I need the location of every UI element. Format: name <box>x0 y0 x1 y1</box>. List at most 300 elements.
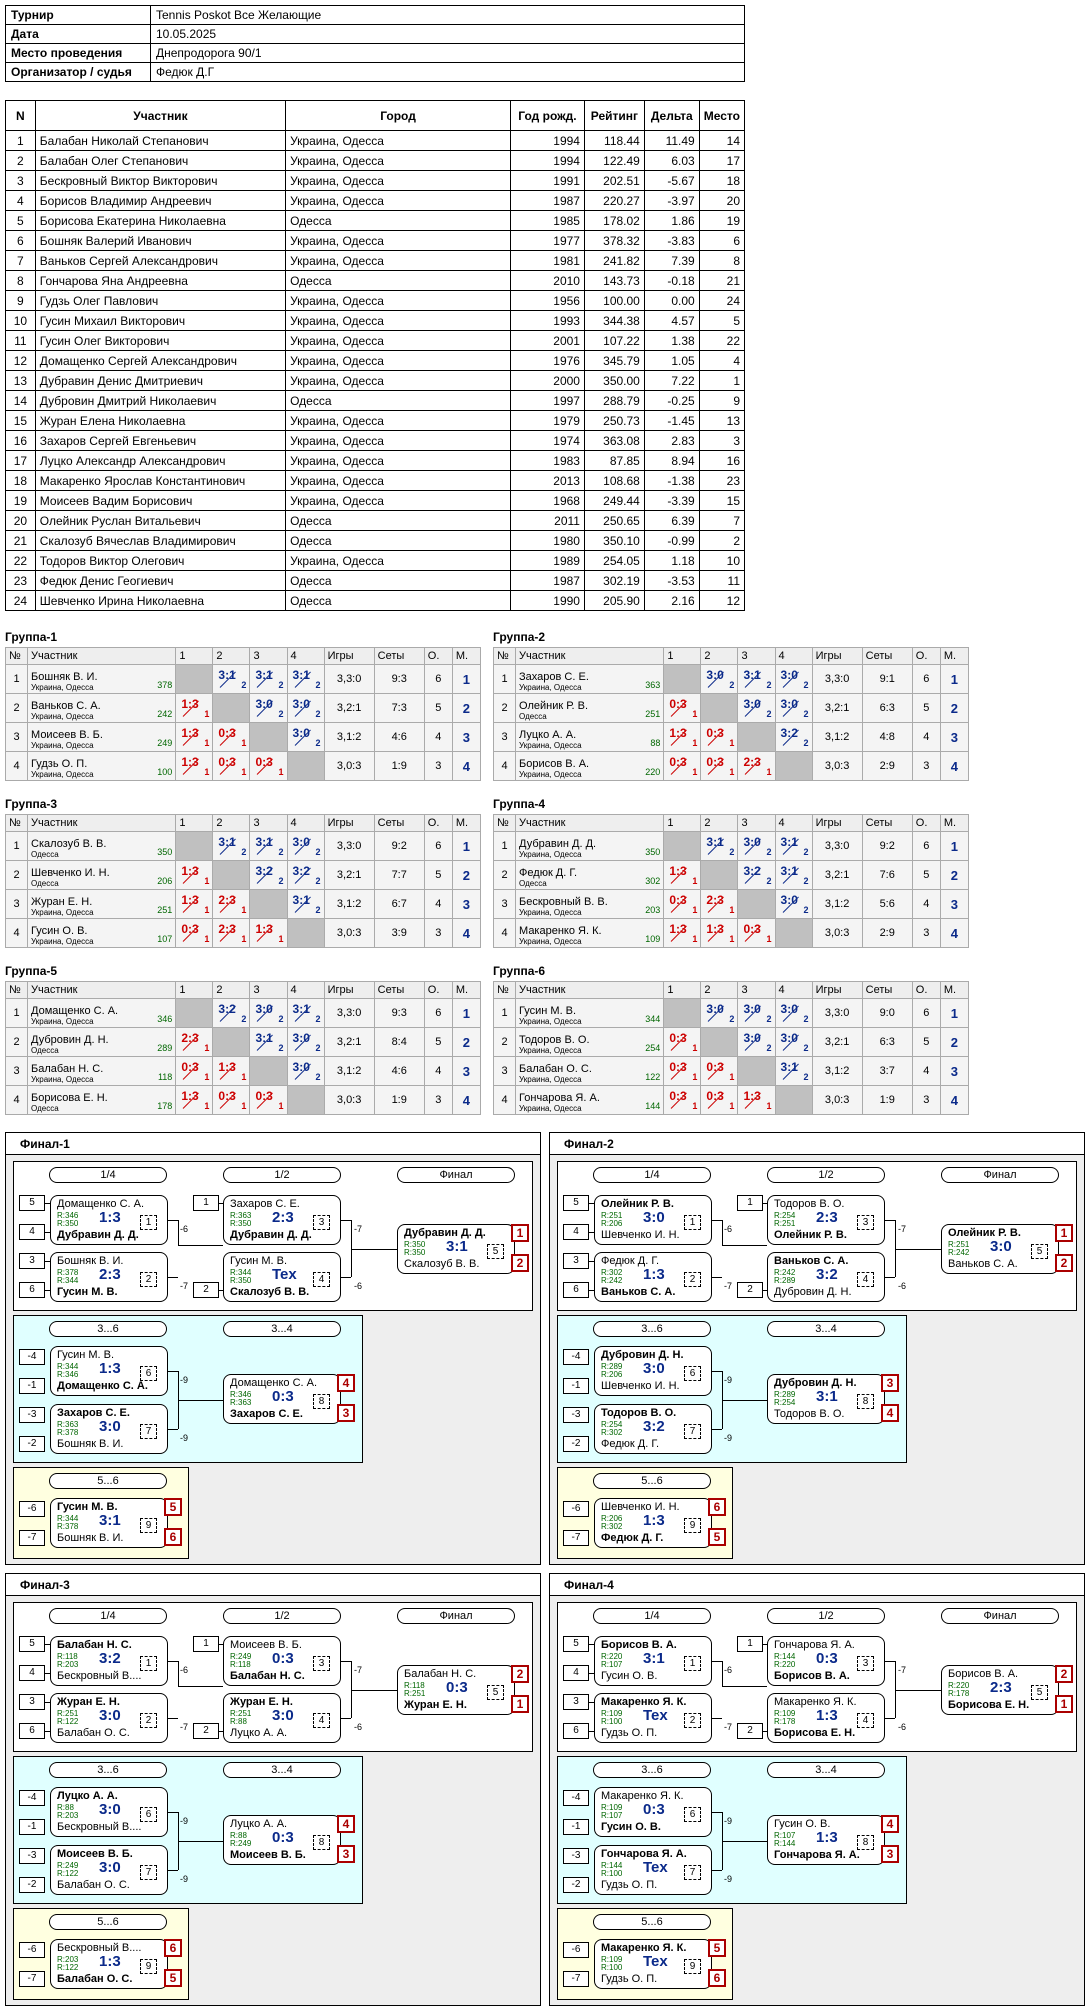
rating-top: R:378 <box>57 1268 79 1277</box>
group-score-cell <box>701 1057 738 1086</box>
place-value: 4 <box>462 758 471 774</box>
participant-cell: Украина, Одесса <box>286 131 511 151</box>
loser-target: -9 <box>724 1816 733 1826</box>
bracket-line <box>341 1220 351 1221</box>
match-player-bottom: Захаров С. Е. <box>230 1408 303 1420</box>
match-player-bottom: Гусин О. В. <box>601 1670 658 1682</box>
match-score <box>779 695 809 719</box>
final-place: 4 <box>881 1404 899 1422</box>
group-player-city: Украина, Одесса <box>519 770 582 779</box>
score-value: 0:3 <box>255 1088 273 1103</box>
match-score <box>779 1058 809 1082</box>
match-number: 1 <box>684 1215 701 1230</box>
group-score-cell <box>701 999 738 1028</box>
group-score-cell <box>701 694 738 723</box>
group-player-cell <box>516 861 664 890</box>
group-place <box>452 665 480 694</box>
participant-cell: 4.57 <box>644 311 699 331</box>
round-label: 1/2 <box>767 1608 885 1624</box>
participant-cell: 1987 <box>510 571 584 591</box>
group-player-name: Борисов В. А. <box>519 758 590 770</box>
match-player-bottom: Бескровный В.... <box>57 1821 142 1833</box>
group-score-cell <box>250 861 287 890</box>
group-column-header: Сеты <box>374 648 424 665</box>
participant-cell: Украина, Одесса <box>286 491 511 511</box>
match-number: 2 <box>140 1272 157 1287</box>
participant-row <box>6 231 745 251</box>
participant-cell: 0.00 <box>644 291 699 311</box>
match-ratings <box>230 1212 251 1228</box>
place-value: 3 <box>950 729 959 745</box>
round-label: Финал <box>397 1167 515 1183</box>
loser-target: -7 <box>354 1224 363 1234</box>
participant-cell: 24 <box>6 591 36 611</box>
group-table <box>493 647 969 781</box>
match-result: 3:0 <box>272 1707 294 1724</box>
participants-table <box>5 100 745 611</box>
bracket-line <box>45 1673 50 1674</box>
main-bracket <box>557 1602 1077 1752</box>
score-points: 1 <box>692 1071 698 1082</box>
group-player-rating: 350 <box>645 847 661 857</box>
group-games: 3,3:0 <box>324 665 374 694</box>
match-ratings <box>57 1421 78 1437</box>
match-box <box>594 1252 712 1302</box>
score-points: 1 <box>766 766 772 777</box>
rating-bottom: R:302 <box>601 1522 623 1531</box>
score-value: 3:0 <box>743 1001 761 1016</box>
loser-target: -7 <box>898 1224 907 1234</box>
fifth-place-bracket <box>557 1908 733 2000</box>
group-player-rating: 178 <box>157 1101 173 1111</box>
main-bracket <box>13 1602 533 1752</box>
group-score-cell <box>176 890 213 919</box>
participant-cell: 1991 <box>510 171 584 191</box>
group-score-cell <box>738 890 775 919</box>
seed-number: 5 <box>563 1636 589 1652</box>
match-number: 4 <box>857 1272 874 1287</box>
place-value: 4 <box>462 925 471 941</box>
participant-cell: Федюк Денис Геогиевич <box>35 571 285 591</box>
seed-number: -2 <box>563 1877 589 1893</box>
group-row-number: 4 <box>494 919 516 948</box>
group-score-cell <box>664 890 701 919</box>
score-points: 2 <box>315 1071 321 1082</box>
group-player-name: Гудзь О. П. <box>31 758 88 770</box>
group-player-rating: 251 <box>157 905 173 915</box>
match-box <box>223 1374 341 1424</box>
group-score-cell <box>250 1086 287 1115</box>
participant-cell: Украина, Одесса <box>286 151 511 171</box>
round-label: 3...4 <box>767 1762 885 1778</box>
group-title: Группа-2 <box>493 630 546 644</box>
group-column-header: 3 <box>738 648 775 665</box>
group-place <box>452 890 480 919</box>
participant-cell: Украина, Одесса <box>286 351 511 371</box>
match-box <box>50 1939 168 1989</box>
match-ratings <box>57 1804 78 1820</box>
bracket-line <box>589 1232 594 1233</box>
bracket-line <box>341 1661 351 1662</box>
group-row <box>494 665 969 694</box>
match-box <box>767 1636 885 1686</box>
rating-top: R:363 <box>57 1420 79 1429</box>
match-box <box>223 1815 341 1865</box>
match-ratings <box>230 1391 251 1407</box>
match-score <box>179 1058 209 1082</box>
match-result: 1:3 <box>99 1360 121 1377</box>
loser-target: -6 <box>898 1722 907 1732</box>
rating-bottom: R:203 <box>57 1811 79 1820</box>
participant-cell: Одесса <box>286 591 511 611</box>
group-row-number: 2 <box>494 1028 516 1057</box>
group-score-cell <box>250 1057 287 1086</box>
participant-cell: Одесса <box>286 391 511 411</box>
participant-cell: 107.22 <box>584 331 644 351</box>
participant-cell: 16 <box>699 451 744 471</box>
score-value: 1:3 <box>181 1088 199 1103</box>
group-player-rating: 220 <box>645 767 661 777</box>
score-points: 1 <box>692 708 698 719</box>
score-value: 3:0 <box>706 667 724 682</box>
bracket-line <box>168 1429 178 1430</box>
bracket-line <box>168 1870 178 1871</box>
participant-cell: 87.85 <box>584 451 644 471</box>
participant-row <box>6 151 745 171</box>
score-value: 0:3 <box>669 754 687 769</box>
score-points: 1 <box>692 1100 698 1111</box>
group-player-rating: 344 <box>645 1014 661 1024</box>
group-row <box>6 1028 481 1057</box>
group-column-header: № <box>6 815 28 832</box>
bracket-line <box>178 1661 179 1686</box>
group-player-name: Дубравин Д. Д. <box>519 838 597 850</box>
rating-bottom: R:350 <box>57 1219 79 1228</box>
group-score-cell <box>176 723 213 752</box>
seed-number: -7 <box>563 1530 589 1546</box>
seed-number: -1 <box>19 1819 45 1835</box>
group-place <box>452 919 480 948</box>
participant-cell: 2010 <box>510 271 584 291</box>
rating-bottom: R:350 <box>230 1276 252 1285</box>
participant-cell: Украина, Одесса <box>286 331 511 351</box>
group-row <box>6 861 481 890</box>
match-box <box>50 1845 168 1895</box>
group-points: 4 <box>912 1057 940 1086</box>
rating-top: R:109 <box>601 1803 623 1812</box>
group-column-header: 1 <box>176 815 213 832</box>
match-player-bottom: Луцко А. А. <box>230 1727 288 1739</box>
group-player-cell <box>516 919 664 948</box>
match-ratings <box>404 1241 425 1257</box>
match-box <box>594 1845 712 1895</box>
loser-target: -6 <box>724 1224 733 1234</box>
group-place <box>940 832 968 861</box>
group-score-cell <box>775 919 812 948</box>
group-player-cell <box>28 694 176 723</box>
participant-cell: 122.49 <box>584 151 644 171</box>
match-ratings <box>948 1682 969 1698</box>
participant-cell: 17 <box>6 451 36 471</box>
round-label: 1/4 <box>49 1608 167 1624</box>
info-key: Организатор / судья <box>6 63 151 82</box>
match-player-top: Домащенко С. А. <box>57 1198 145 1210</box>
score-points: 1 <box>278 933 284 944</box>
place-value: 4 <box>950 1092 959 1108</box>
column-header: Дельта <box>644 101 699 131</box>
rating-top: R:220 <box>948 1681 970 1690</box>
match-score <box>253 695 283 719</box>
group-column-header: № <box>6 648 28 665</box>
group-score-cell <box>287 665 324 694</box>
group-score-cell <box>213 832 250 861</box>
bracket-line <box>168 1812 178 1813</box>
rating-top: R:109 <box>774 1709 796 1718</box>
match-player-bottom: Гудзь О. П. <box>601 1973 658 1985</box>
group-games: 3,0:3 <box>812 752 862 781</box>
bracket-line <box>168 1277 178 1278</box>
participant-row <box>6 371 745 391</box>
participant-cell: 14 <box>6 391 36 411</box>
seed-number: 5 <box>563 1195 589 1211</box>
match-number: 6 <box>684 1807 701 1822</box>
round-label: 3...4 <box>223 1762 341 1778</box>
score-points: 1 <box>692 875 698 886</box>
group-score-cell <box>250 723 287 752</box>
group-title: Группа-6 <box>493 964 546 978</box>
score-points: 2 <box>729 679 735 690</box>
group-player-cell <box>28 665 176 694</box>
match-player-top: Дубровин Д. Н. <box>601 1349 684 1361</box>
participant-cell: -5.67 <box>644 171 699 191</box>
group-place <box>940 1057 968 1086</box>
match-player-top: Макаренко Я. К. <box>774 1696 857 1708</box>
score-points: 1 <box>278 1100 284 1111</box>
final-place: 6 <box>164 1939 182 1957</box>
rating-bottom: R:378 <box>57 1428 79 1437</box>
place-value: 3 <box>462 896 471 912</box>
group-score-cell <box>250 665 287 694</box>
match-player-top: Гусин М. В. <box>57 1501 118 1513</box>
participant-cell: Украина, Одесса <box>286 251 511 271</box>
participant-cell: 4 <box>699 351 744 371</box>
group-player-name: Скалозуб В. В. <box>31 838 107 850</box>
group-points: 6 <box>424 999 452 1028</box>
group-player-name: Балабан О. С. <box>519 1063 592 1075</box>
group-score-cell <box>775 694 812 723</box>
round-label: 5...6 <box>49 1914 167 1930</box>
participant-cell: 1.18 <box>644 551 699 571</box>
bracket-line <box>885 1718 895 1719</box>
group-score-cell <box>664 723 701 752</box>
seed-number: 3 <box>563 1253 589 1269</box>
match-score <box>667 1087 697 1111</box>
group-games: 3,0:3 <box>324 919 374 948</box>
score-points: 2 <box>278 875 284 886</box>
match-score <box>179 1087 209 1111</box>
group-player-rating: 302 <box>645 876 661 886</box>
match-result: 3:2 <box>643 1418 665 1435</box>
group-place <box>940 890 968 919</box>
group-score-cell <box>250 890 287 919</box>
score-value: 3:1 <box>292 667 310 682</box>
group-row-number: 2 <box>494 694 516 723</box>
rating-top: R:346 <box>57 1211 79 1220</box>
participant-cell: 1994 <box>510 131 584 151</box>
group-row <box>494 832 969 861</box>
column-header: Год рожд. <box>510 101 584 131</box>
rating-bottom: R:289 <box>774 1276 796 1285</box>
participant-cell: 202.51 <box>584 171 644 191</box>
group-place <box>452 999 480 1028</box>
match-score <box>179 724 209 748</box>
group-sets: 1:9 <box>374 1086 424 1115</box>
group-place <box>452 861 480 890</box>
bracket-line <box>45 1261 50 1262</box>
rating-top: R:206 <box>601 1514 623 1523</box>
group-games: 3,3:0 <box>812 832 862 861</box>
match-result: 3:0 <box>99 1801 121 1818</box>
participant-cell: 1.38 <box>644 331 699 351</box>
participant-cell: 250.65 <box>584 511 644 531</box>
group-score-cell <box>287 694 324 723</box>
seed-number: 1 <box>737 1636 763 1652</box>
group-player-cell <box>28 999 176 1028</box>
group-sets: 4:8 <box>862 723 912 752</box>
match-ratings <box>601 1515 622 1531</box>
match-score <box>779 1029 809 1053</box>
match-player-bottom: Шевченко И. Н. <box>601 1229 680 1241</box>
match-player-bottom: Гудзь О. П. <box>601 1879 658 1891</box>
group-score-cell <box>701 723 738 752</box>
match-score <box>704 891 734 915</box>
match-box <box>594 1693 712 1743</box>
score-points: 2 <box>803 1042 809 1053</box>
score-value: 3:1 <box>255 834 273 849</box>
group-player-cell <box>516 1057 664 1086</box>
group-score-cell <box>775 1028 812 1057</box>
match-player-bottom: Скалозуб В. В. <box>404 1258 480 1270</box>
score-value: 3:0 <box>292 696 310 711</box>
match-score <box>779 891 809 915</box>
group-score-cell <box>176 665 213 694</box>
bracket-line <box>45 1731 50 1732</box>
match-score <box>179 862 209 886</box>
match-result: 1:3 <box>643 1266 665 1283</box>
bracket-line <box>722 1400 767 1401</box>
place-value: 3 <box>950 1063 959 1079</box>
score-value: 3:1 <box>292 1001 310 1016</box>
group-column-header: № <box>494 982 516 999</box>
rating-bottom: R:118 <box>230 1660 251 1669</box>
participant-cell: 2.16 <box>644 591 699 611</box>
group-score-cell <box>775 1057 812 1086</box>
group-player-city: Украина, Одесса <box>31 712 94 721</box>
bracket-line <box>178 1220 179 1245</box>
match-player-top: Борисов В. А. <box>601 1639 677 1651</box>
group-player-city: Украина, Одесса <box>519 1104 582 1113</box>
match-box <box>50 1195 168 1245</box>
participant-cell: 20 <box>6 511 36 531</box>
group-place <box>452 694 480 723</box>
group-points: 6 <box>424 832 452 861</box>
score-points: 1 <box>766 1100 772 1111</box>
participant-cell: 254.05 <box>584 551 644 571</box>
group-column-header: Игры <box>812 815 862 832</box>
group-row-number: 4 <box>494 752 516 781</box>
match-player-top: Гусин М. В. <box>230 1255 288 1267</box>
match-player-top: Гусин О. В. <box>774 1818 831 1830</box>
participant-cell: 9 <box>6 291 36 311</box>
participant-cell: 1.86 <box>644 211 699 231</box>
score-value: 3:0 <box>706 1001 724 1016</box>
group-row <box>494 694 969 723</box>
participant-cell: 2013 <box>510 471 584 491</box>
score-value: 0:3 <box>706 754 724 769</box>
loser-target: -9 <box>180 1874 189 1884</box>
rating-top: R:220 <box>601 1652 623 1661</box>
seed-number: 3 <box>563 1694 589 1710</box>
bracket-line <box>763 1731 767 1732</box>
match-box <box>223 1693 341 1743</box>
match-player-top: Захаров С. Е. <box>230 1198 300 1210</box>
rating-top: R:88 <box>57 1803 74 1812</box>
group-sets: 6:3 <box>862 1028 912 1057</box>
final-place: 1 <box>511 1695 529 1713</box>
group-column-header: М. <box>452 982 480 999</box>
match-player-bottom: Журан Е. Н. <box>404 1699 467 1711</box>
participant-cell: 345.79 <box>584 351 644 371</box>
group-sets: 8:4 <box>374 1028 424 1057</box>
seed-number: 2 <box>193 1282 219 1298</box>
match-score <box>667 920 697 944</box>
score-value: 3:0 <box>780 696 798 711</box>
participant-cell: 9 <box>699 391 744 411</box>
match-score <box>704 724 734 748</box>
match-score <box>179 1029 209 1053</box>
group-column-header: Сеты <box>374 982 424 999</box>
group-points: 5 <box>424 861 452 890</box>
group-player-name: Ваньков С. А. <box>31 700 101 712</box>
group-player-rating: 289 <box>157 1043 173 1053</box>
match-box <box>223 1252 341 1302</box>
match-score <box>291 833 321 857</box>
group-score-cell <box>701 752 738 781</box>
round-label: 1/4 <box>593 1608 711 1624</box>
participant-cell: 241.82 <box>584 251 644 271</box>
group-player-name: Бошняк В. И. <box>31 671 98 683</box>
fifth-place-bracket <box>13 1908 189 2000</box>
group-player-rating: 122 <box>645 1072 661 1082</box>
score-points: 2 <box>315 1013 321 1024</box>
info-key: Турнир <box>6 6 151 25</box>
group-score-cell <box>701 890 738 919</box>
match-ratings <box>774 1710 795 1726</box>
rating-bottom: R:178 <box>774 1717 796 1726</box>
match-score <box>704 920 734 944</box>
rating-bottom: R:100 <box>601 1869 623 1878</box>
group-score-cell <box>664 832 701 861</box>
seed-number: 4 <box>19 1665 45 1681</box>
group-player-cell <box>28 723 176 752</box>
rating-top: R:118 <box>57 1652 78 1661</box>
rating-bottom: R:203 <box>57 1660 79 1669</box>
match-number: 8 <box>857 1394 874 1409</box>
match-box <box>50 1252 168 1302</box>
participant-cell: Украина, Одесса <box>286 371 511 391</box>
score-value: 3:1 <box>218 834 236 849</box>
match-number: 5 <box>1031 1685 1048 1700</box>
